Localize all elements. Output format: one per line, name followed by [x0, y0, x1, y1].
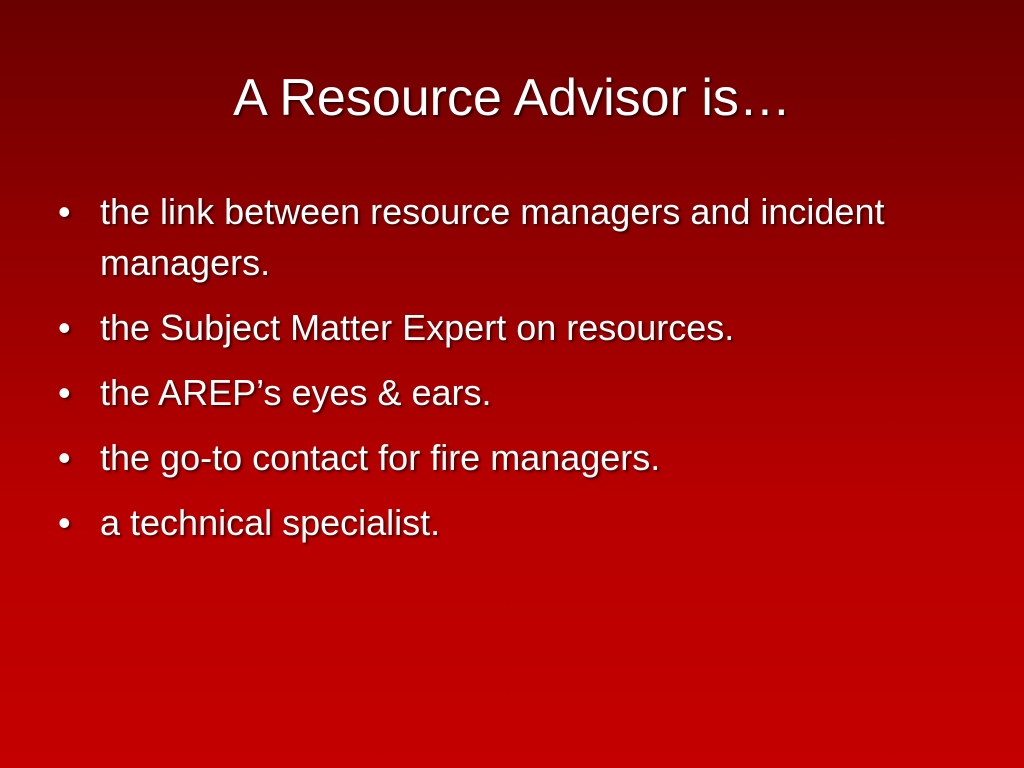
bullet-icon: • — [58, 372, 71, 413]
bullet-item — [58, 432, 958, 483]
bullet-item — [58, 497, 958, 548]
bullet-icon: • — [58, 191, 71, 232]
bullet-item — [58, 367, 958, 418]
slide-title: A Resource Advisor is… — [233, 69, 791, 127]
bullet-list — [58, 186, 958, 562]
bullet-text: the Subject Matter Expert on resources. — [100, 307, 735, 348]
bullet-item — [58, 302, 958, 353]
bullet-text: the go-to contact for fire managers. — [100, 437, 661, 478]
bullet-icon: • — [58, 307, 71, 348]
bullet-text: the link between resource managers and incident managers. — [100, 191, 885, 283]
bullet-icon: • — [58, 437, 71, 478]
bullet-icon: • — [58, 502, 71, 543]
bullet-text: the AREP’s eyes & ears. — [100, 372, 492, 413]
bullet-item — [58, 186, 958, 288]
bullet-text: a technical specialist. — [100, 502, 441, 543]
